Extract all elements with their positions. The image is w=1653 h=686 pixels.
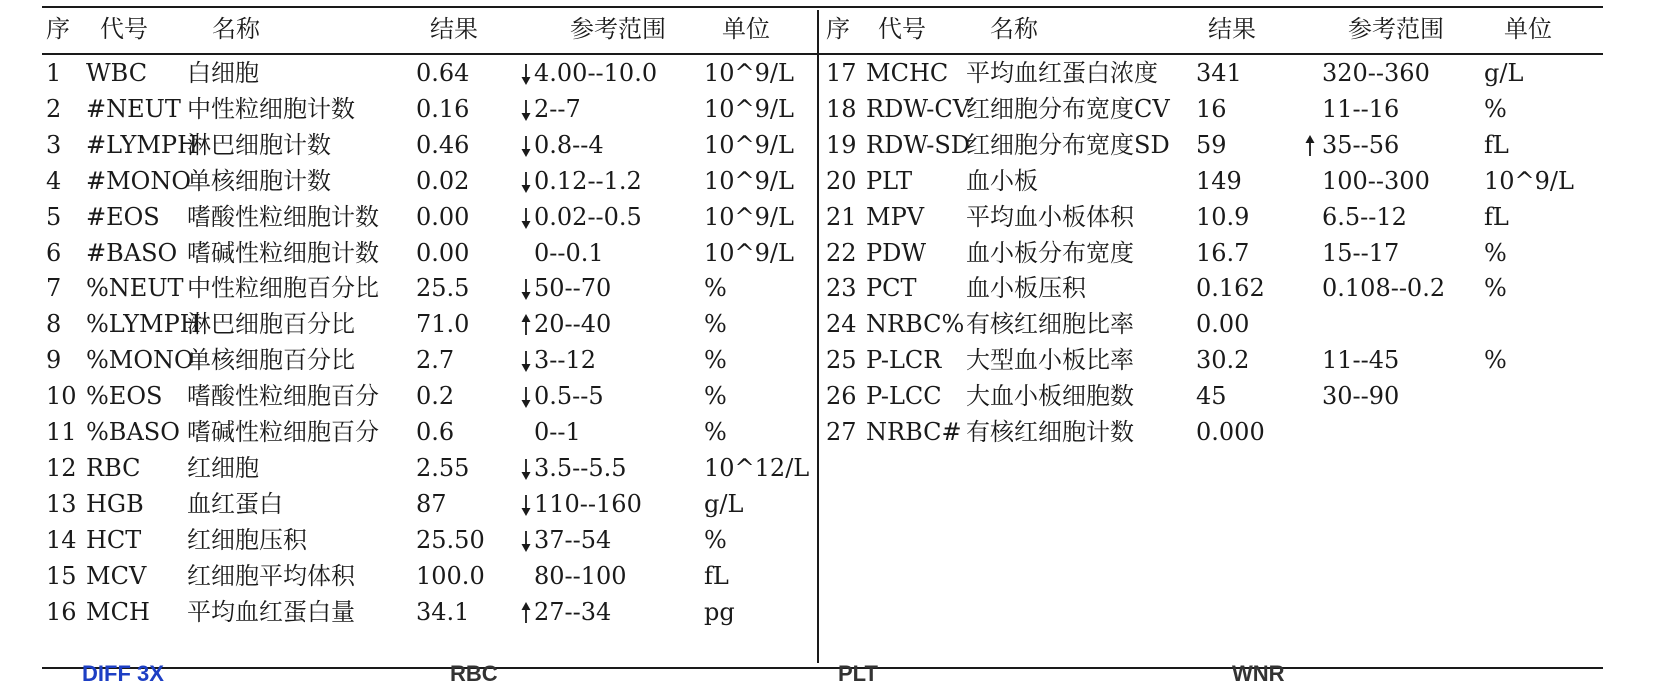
cell-code: P-LCR: [866, 346, 942, 375]
table-row: [0, 523, 760, 557]
cell-code: MCH: [86, 597, 150, 626]
cell-range: 20--40: [534, 310, 612, 339]
cell-code: %BASO: [86, 418, 180, 446]
header-name: 名称: [990, 15, 1038, 43]
cell-result: 71.0: [416, 310, 470, 339]
cell-name: 红细胞压积: [187, 525, 307, 554]
cell-code: PDW: [866, 238, 927, 267]
cell-seq: 4: [46, 166, 62, 195]
cell-seq: 19: [826, 130, 857, 159]
cell-range: 15--17: [1322, 238, 1400, 267]
arrow-up-icon: [520, 595, 534, 629]
cell-code: MCHC: [866, 59, 949, 87]
column-divider: [817, 10, 819, 663]
cell-range: 2--7: [534, 94, 581, 123]
cell-code: PCT: [866, 274, 917, 303]
cell-unit: 10^9/L: [704, 166, 794, 195]
cell-result: 0.162: [1196, 274, 1265, 303]
cell-name: 单核细胞百分比: [187, 346, 355, 375]
cell-result: 87: [416, 489, 447, 518]
cell-unit: fL: [1484, 202, 1509, 231]
cell-seq: 21: [826, 202, 857, 231]
header-unit: 单位: [1504, 15, 1552, 43]
cell-name: 嗜酸性粒细胞百分: [187, 382, 379, 411]
cell-result: 45: [1196, 382, 1227, 411]
cell-code: NRBC#: [866, 418, 962, 446]
cell-name: 红细胞平均体积: [187, 561, 355, 590]
header-code: 代号: [100, 15, 148, 43]
cell-result: 16.7: [1196, 238, 1250, 267]
cell-range: 3--12: [534, 346, 597, 375]
cell-unit: 10^9/L: [704, 130, 794, 159]
header-range: 参考范围: [1348, 15, 1444, 43]
cell-code: #MONO: [86, 166, 192, 195]
cell-range: 11--16: [1322, 94, 1400, 123]
table-top-rule: [42, 6, 1603, 8]
cell-code: RBC: [86, 453, 141, 482]
cell-code: #LYMPH: [86, 130, 199, 159]
cell-unit: 10^9/L: [704, 59, 794, 87]
cell-range: 80--100: [534, 561, 627, 590]
cell-result: 10.9: [1196, 202, 1250, 231]
cell-unit: %: [704, 310, 727, 339]
table-row: [0, 128, 1509, 162]
cell-range: 50--70: [534, 274, 612, 303]
cell-seq: 9: [46, 346, 62, 375]
cell-range: 110--160: [534, 489, 642, 518]
cell-result: 2.7: [416, 346, 455, 375]
cell-seq: 5: [46, 202, 62, 231]
cell-result: 59: [1196, 130, 1227, 159]
cell-result: 0.000: [1196, 418, 1265, 446]
cell-seq: 16: [46, 597, 77, 626]
footer-label-diff: DIFF 3X: [82, 661, 164, 686]
table-bottom-rule: [42, 667, 1603, 669]
arrow-down-icon: [520, 523, 534, 557]
cell-code: RDW-SD: [866, 130, 971, 159]
cell-result: 30.2: [1196, 346, 1250, 375]
cell-result: 341: [1196, 59, 1242, 87]
cell-name: 有核红细胞比率: [966, 310, 1134, 339]
cell-name: 平均血红蛋白量: [187, 597, 355, 626]
cell-unit: 10^9/L: [704, 202, 794, 231]
cell-seq: 10: [46, 382, 77, 411]
table-row: [0, 236, 1507, 270]
cell-unit: g/L: [704, 489, 744, 518]
cell-unit: fL: [704, 561, 729, 590]
cell-unit: %: [1484, 346, 1507, 375]
footer-label-wnr: WNR: [1232, 661, 1285, 686]
cell-range: 4.00--10.0: [534, 59, 658, 87]
cell-code: %MONO: [86, 346, 194, 375]
arrow-down-icon: [520, 487, 534, 521]
cell-seq: 6: [46, 238, 62, 267]
cell-code: MPV: [866, 202, 925, 231]
cell-code: HCT: [86, 525, 142, 554]
cell-unit: %: [704, 346, 727, 375]
cell-range: 0.108--0.2: [1322, 274, 1446, 303]
cell-result: 0.16: [416, 94, 470, 123]
cell-range: 35--56: [1322, 130, 1400, 159]
cell-name: 嗜酸性粒细胞计数: [187, 202, 379, 231]
cell-range: 3.5--5.5: [534, 453, 627, 482]
cell-name: 血小板分布宽度: [966, 238, 1134, 267]
table-row: [0, 559, 760, 593]
header-unit: 单位: [722, 15, 770, 43]
cell-result: 25.5: [416, 274, 470, 303]
cell-name: 中性粒细胞计数: [187, 94, 355, 123]
cell-range: 0.5--5: [534, 382, 604, 411]
table-row: [0, 595, 760, 629]
table-row: [0, 487, 760, 521]
cell-range: 27--34: [534, 597, 612, 626]
cell-name: 有核红细胞计数: [966, 418, 1134, 446]
cell-range: 30--90: [1322, 382, 1400, 411]
cell-result: 34.1: [416, 597, 470, 626]
cell-range: 37--54: [534, 525, 612, 554]
cell-seq: 15: [46, 561, 77, 590]
cell-seq: 20: [826, 166, 857, 195]
cell-result: 25.50: [416, 525, 485, 554]
cell-code: WBC: [86, 59, 148, 87]
cell-seq: 27: [826, 418, 857, 446]
cell-seq: 26: [826, 382, 857, 411]
cell-unit: pg: [704, 597, 735, 626]
cell-range: 0--1: [534, 418, 581, 446]
cell-code: %NEUT: [86, 274, 184, 303]
cell-code: %LYMPH: [86, 310, 201, 339]
cell-seq: 14: [46, 525, 77, 554]
cell-unit: g/L: [1484, 59, 1524, 87]
footer-label-plt: PLT: [838, 661, 878, 686]
cell-result: 0.00: [416, 238, 470, 267]
table-row: [0, 307, 1250, 341]
cell-result: 100.0: [416, 561, 485, 590]
cell-unit: %: [1484, 238, 1507, 267]
cell-name: 淋巴细胞百分比: [187, 310, 355, 339]
cell-result: 0.6: [416, 418, 455, 446]
cell-seq: 7: [46, 274, 62, 303]
header-bottom-rule: [42, 53, 1603, 55]
cell-range: 0.12--1.2: [534, 166, 642, 195]
table-row: [0, 451, 810, 485]
cell-unit: %: [704, 525, 727, 554]
cell-name: 血小板压积: [966, 274, 1086, 303]
cell-result: 0.00: [416, 202, 470, 231]
header-range: 参考范围: [570, 15, 666, 43]
cell-name: 平均血红蛋白浓度: [966, 59, 1158, 87]
cell-unit: %: [1484, 274, 1507, 303]
cell-code: HGB: [86, 489, 144, 518]
cell-range: 100--300: [1322, 166, 1430, 195]
cell-result: 0.46: [416, 130, 470, 159]
cell-unit: %: [1484, 94, 1507, 123]
cell-seq: 12: [46, 453, 77, 482]
cell-name: 大型血小板比率: [966, 346, 1134, 375]
cell-seq: 23: [826, 274, 857, 303]
cell-seq: 17: [826, 59, 857, 87]
table-row: [0, 92, 1507, 126]
cell-name: 红细胞分布宽度CV: [966, 94, 1170, 123]
cell-name: 血红蛋白: [187, 489, 283, 518]
cell-seq: 1: [46, 59, 62, 87]
cell-unit: fL: [1484, 130, 1509, 159]
table-row: [0, 56, 1524, 90]
cell-seq: 24: [826, 310, 857, 339]
cell-name: 白细胞: [187, 59, 259, 87]
cell-range: 0--0.1: [534, 238, 604, 267]
cell-seq: 22: [826, 238, 857, 267]
table-row: [0, 271, 1507, 305]
cell-range: 11--45: [1322, 346, 1400, 375]
cell-code: #NEUT: [86, 94, 181, 123]
cell-seq: 11: [46, 418, 77, 446]
cell-seq: 25: [826, 346, 857, 375]
cell-range: 0.8--4: [534, 130, 604, 159]
cell-result: 149: [1196, 166, 1242, 195]
cell-code: #BASO: [86, 238, 178, 267]
table-row: [0, 379, 1400, 413]
cell-result: 0.2: [416, 382, 455, 411]
cell-seq: 3: [46, 130, 62, 159]
cell-result: 0.64: [416, 59, 470, 87]
table-row: [0, 164, 1574, 198]
cell-result: 2.55: [416, 453, 470, 482]
table-row: [0, 343, 1507, 377]
cell-name: 淋巴细胞计数: [187, 130, 331, 159]
cell-code: NRBC%: [866, 310, 965, 339]
cell-code: %EOS: [86, 382, 163, 411]
cell-code: RDW-CV: [866, 94, 971, 123]
cell-result: 0.00: [1196, 310, 1250, 339]
cell-code: #EOS: [86, 202, 160, 231]
header-seq: 序: [826, 15, 850, 43]
cell-name: 血小板: [966, 166, 1038, 195]
table-row: [0, 415, 1265, 449]
header-result: 结果: [1208, 15, 1256, 43]
cell-name: 平均血小板体积: [966, 202, 1134, 231]
arrow-up-icon: [1304, 128, 1318, 162]
cell-range: 0.02--0.5: [534, 202, 642, 231]
cell-result: 16: [1196, 94, 1227, 123]
cell-seq: 18: [826, 94, 857, 123]
cell-unit: %: [704, 418, 727, 446]
cell-range: 6.5--12: [1322, 202, 1407, 231]
cell-code: MCV: [86, 561, 147, 590]
cell-seq: 13: [46, 489, 77, 518]
cell-unit: %: [704, 382, 727, 411]
cell-unit: 10^9/L: [704, 94, 794, 123]
cell-unit: %: [704, 274, 727, 303]
cell-seq: 8: [46, 310, 62, 339]
cell-seq: 2: [46, 94, 62, 123]
cell-unit: 10^9/L: [704, 238, 794, 267]
cell-code: P-LCC: [866, 382, 942, 411]
arrow-down-icon: [520, 451, 534, 485]
cell-name: 红细胞: [187, 453, 259, 482]
cell-name: 大血小板细胞数: [966, 382, 1134, 411]
cell-name: 嗜碱性粒细胞百分: [187, 418, 379, 446]
footer-label-rbc: RBC: [450, 661, 498, 686]
header-name: 名称: [212, 15, 260, 43]
header-result: 结果: [430, 15, 478, 43]
cell-result: 0.02: [416, 166, 470, 195]
cell-name: 单核细胞计数: [187, 166, 331, 195]
header-seq: 序: [46, 15, 70, 43]
cell-name: 中性粒细胞百分比: [187, 274, 379, 303]
cell-unit: 10^12/L: [704, 453, 810, 482]
cell-name: 嗜碱性粒细胞计数: [187, 238, 379, 267]
cell-name: 红细胞分布宽度SD: [966, 130, 1170, 159]
cell-unit: 10^9/L: [1484, 166, 1574, 195]
table-row: [0, 200, 1509, 234]
cell-range: 320--360: [1322, 59, 1430, 87]
cell-code: PLT: [866, 166, 913, 195]
header-code: 代号: [878, 15, 926, 43]
